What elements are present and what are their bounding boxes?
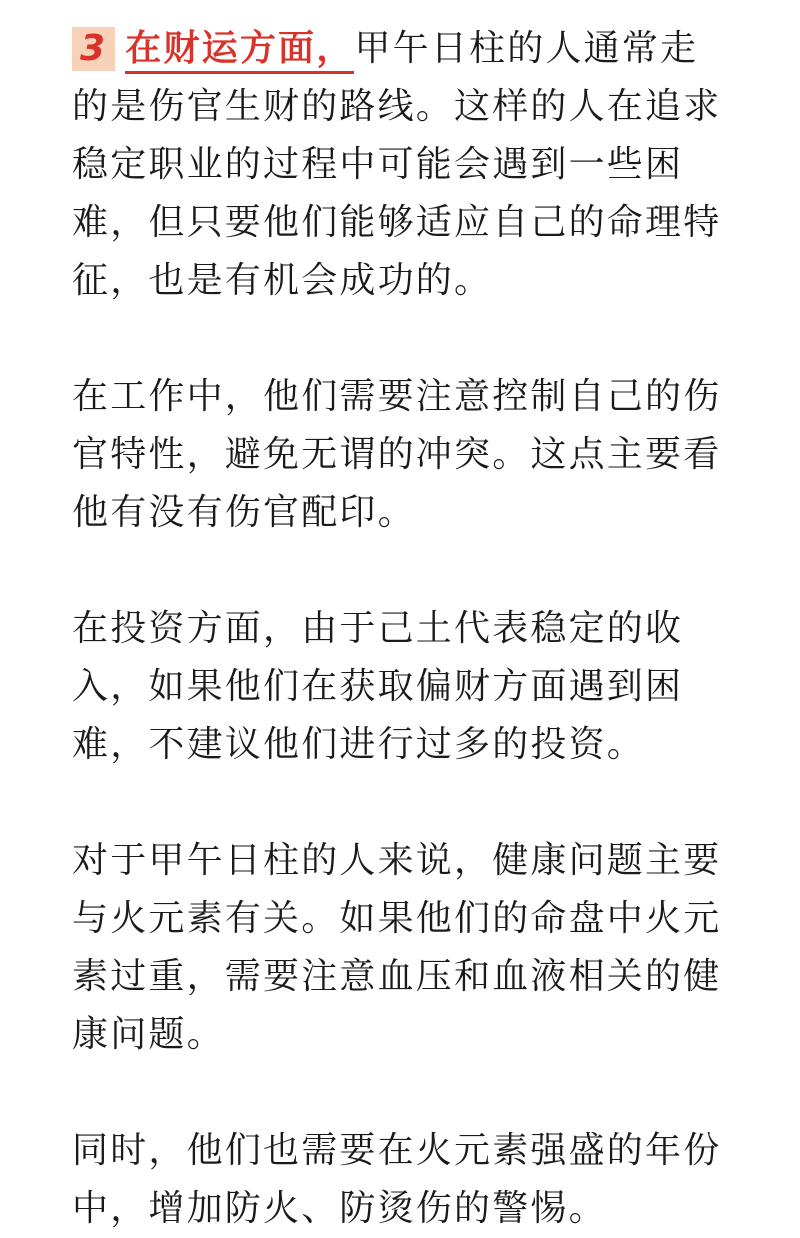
section-heading: 在财运方面， (125, 28, 354, 74)
article-body (72, 20, 732, 1238)
paragraph-fire-caution: 同时，他们也需要在火元素强盛的年份中，增加防火、防烫伤的警惕。 (72, 1130, 722, 1229)
paragraph-wealth (72, 20, 732, 310)
paragraph-investment: 在投资方面，由于己土代表稳定的收入，如果他们在获取偏财方面遇到困难，不建议他们进行过多的投资。 (72, 608, 684, 765)
section-number-badge: 3 (72, 27, 115, 71)
paragraph-intro-text: 甲午日柱的人通常走的是伤官生财的路线。这样的人在追求稳定职业的过程中可能会遇到一些困难，但只要他们能够适应自己的命理特征，也是有机会成功的。 (72, 28, 722, 301)
paragraph-work: 在工作中，他们需要注意控制自己的伤官特性，避免无谓的冲突。这点主要看他有没有伤官配印。 (72, 376, 722, 533)
paragraph-health: 对于甲午日柱的人来说，健康问题主要与火元素有关。如果他们的命盘中火元素过重，需要注意血压和血液相关的健康问题。 (72, 840, 722, 1055)
